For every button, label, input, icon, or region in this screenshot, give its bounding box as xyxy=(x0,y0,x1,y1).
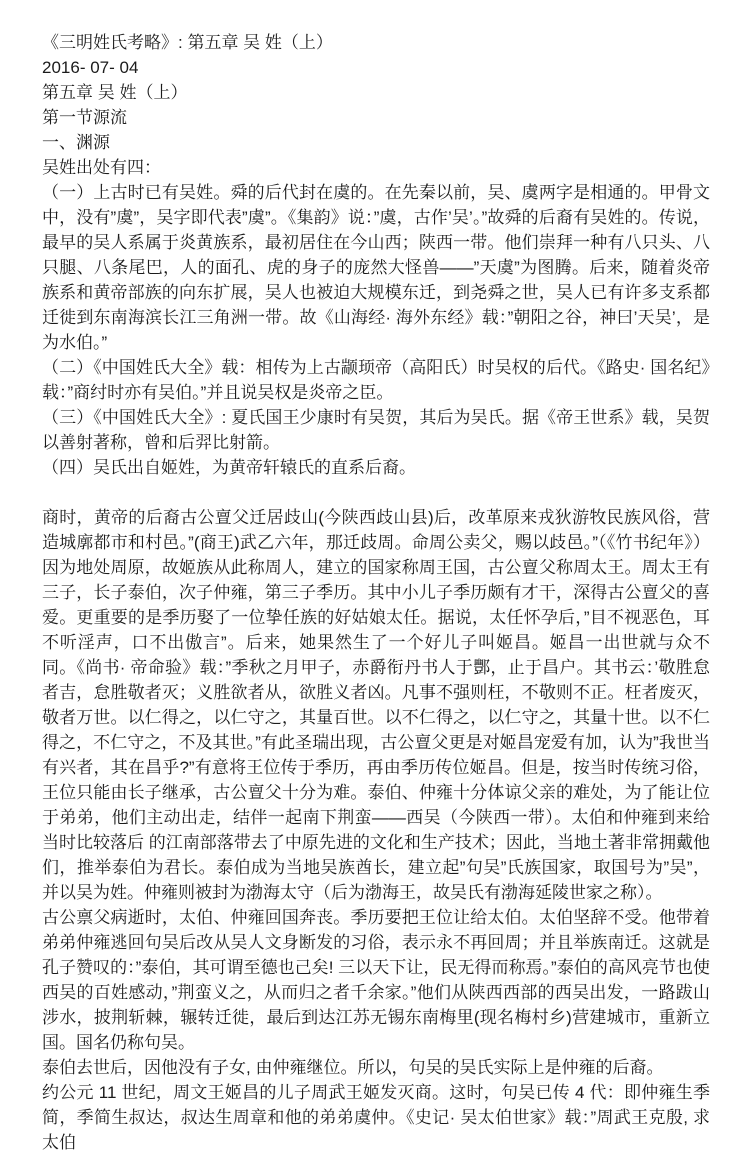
body-paragraph-1: 商时，黄帝的后裔古公亶父迁居歧山(今陕西歧山县)后，改革原来戎狄游牧民族风俗，营造城廓都市和村邑。”(商王)武乙六年，那迁歧周。命周公卖父，赐以歧邑。”（《竹书纪年》）因为地处周原，故姬族从此称周人，建立的国家称周王国，古公亶父称周太王。周太王有三子，长子泰伯，次子仲雍，第三子季历。其中小儿子季历颇有才干，深得古公亶父的喜爱。更重要的是季历娶了一位挚任族的好姑娘太任。据说，太任怀孕后，”目不视恶色，耳不听淫声，口不出傲言”。后来，她果然生了一个好儿子叫姬昌。姬昌一出世就与众不同。《尚书· 帝命验》载：”季秋之月甲子，赤爵衔丹书人于酆，止于昌户。其书云：’敬胜怠者吉，怠胜敬者灭；义胜欲者从，欲胜义者凶。凡事不强则枉，不敬则不正。枉者废灭，敬者万世。以仁得之，以仁守之，其量百世。以不仁得之，以仁守之，其量十世。以不仁得之，不仁守之，不及其世。”有此圣瑞出现，古公亶父更是对姬昌宠爱有加，认为”我世当有兴者，其在昌乎?”有意将王位传于季历，再由季历传位姬昌。但是，按当时传统习俗，王位只能由长子继承，古公亶父十分为难。泰伯、仲雍十分体谅父亲的难处，为了能让位于弟弟，他们主动出走，结伴一起南下荆蛮——西吴（今陕西一带）。太伯和仲雍到来给当时比较落后 的江南部落带去了中原先进的文化和生产技术；因此，当地土著非常拥戴他们，推举泰伯为君长。泰伯成为当地吴族酋长，建立起”句吴”氏族国家，取国号为”吴”，并以吴为姓。仲雍则被封为渤海太守（后为渤海王，故吴氏有渤海延陵世家之称）。 xyxy=(42,508,710,902)
origin-item-3: （三）《中国姓氏大全》: 夏氏国王少康时有吴贺，其后为吴氏。据《帝王世系》载，吴贺以善射著称，曾和后羿比射箭。 xyxy=(42,408,710,452)
origin-item-1: （一）上古时已有吴姓。舜的后代封在虞的。在先秦以前，吴、虞两字是相通的。甲骨文中，没有”虞”，吴字即代表”虞”。《集韵》说：”虞，古作’吴’。”故舜的后裔有吴姓的。传说，最早的吴人系属于炎黄族系，最初居住在今山西；陕西一带。他们崇拜一种有八只头、八只腿、八条尾巴，人的面孔、虎的身子的庞然大怪兽——”天虞”为图腾。后来，随着炎帝族系和黄帝部族的向东扩展，吴人也被迫大规模东迁，到尧舜之世，吴人已有许多支系都迁徙到东南海滨长江三角洲一带。故《山海经· 海外东经》载：”朝阳之谷，神曰’天吴’，是为水伯。” xyxy=(42,183,710,352)
origins-intro: 吴姓出处有四： xyxy=(42,158,161,177)
body-paragraph-3: 泰伯去世后，因他没有子女, 由仲雍继位。所以，句吴的吴氏实际上是仲雍的后裔。 xyxy=(42,1058,664,1077)
origin-item-2: （二）《中国姓氏大全》载：相传为上古颛顼帝（高阳氏）时吴权的后代。《路史· 国名纪》载：”商纣时亦有吴伯。”并且说吴权是炎帝之臣。 xyxy=(42,358,710,402)
chapter-heading: 第五章 吴 姓（上） xyxy=(42,83,188,102)
section-heading: 第一节源流 xyxy=(42,108,127,127)
origin-item-4: （四）吴氏出自姬姓，为黄帝轩辕氏的直系后裔。 xyxy=(42,458,416,477)
body-paragraph-2: 古公禀父病逝时，太伯、仲雍回国奔丧。季历要把王位让给太伯。太伯坚辞不受。他带着弟弟仲雍逃回句吴后改从吴人文身断发的习俗，表示永不再回周；并且举族南迁。这就是孔子赞叹的：”泰伯，其可谓至德也己矣! 三以天下让，民无得而称焉。”泰伯的高风亮节也使西吴的百姓感动，”荆蛮义之，从而归之者千余家。”他们从陕西西部的西吴出发，一路跋山涉水，披荆斩棘，辗转迁徙，最后到达江苏无锡东南梅里(现名梅村乡)营建城市，重新立国。国名仍称句吴。 xyxy=(42,908,710,1052)
subsection-heading: 一、渊源 xyxy=(42,133,110,152)
doc-title: 《三明姓氏考略》: 第五章 吴 姓（上） xyxy=(42,33,333,52)
body-paragraph-4: 约公元 11 世纪，周文王姬昌的儿子周武王姬发灭商。这时，句吴已传 4 代：即仲雍生季简，季简生叔达，叔达生周章和他的弟弟虞仲。《史记· 吴太伯世家》载：”周武王克殷, 求太伯 xyxy=(42,1083,710,1152)
doc-date: 2016- 07- 04 xyxy=(42,58,139,77)
